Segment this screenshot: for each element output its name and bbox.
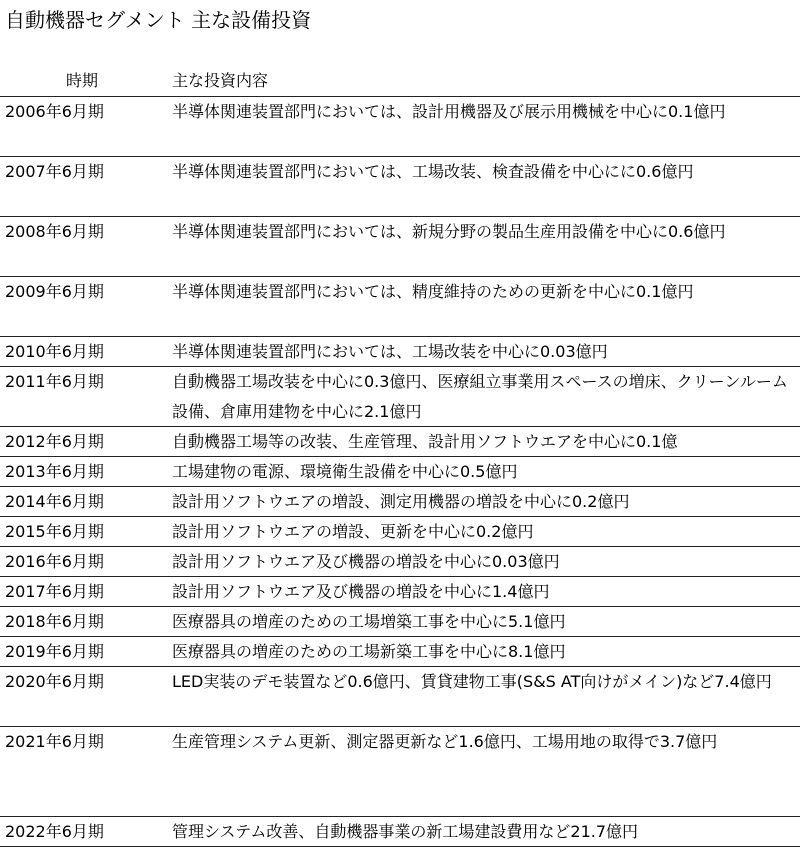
table-row <box>0 157 800 217</box>
table-row <box>0 517 800 547</box>
row-content: LED実装のデモ装置など0.6億円、賃貸建物工事(S&S AT向けがメイン)など7.4億円 <box>172 672 772 691</box>
row-content: 自動機器工場改装を中心に0.3億円、医療組立事業用スペースの増床、クリーンルーム設備、倉庫用建物を中心に2.1億円 <box>172 372 788 421</box>
table-row <box>0 667 800 727</box>
row-content: 半導体関連装置部門においては、設計用機器及び展示用機械を中心に0.1億円 <box>172 102 726 121</box>
row-content: 設計用ソフトウエアの増設、測定用機器の増設を中心に0.2億円 <box>172 492 630 511</box>
row-period: 2008年6月期 <box>5 222 104 241</box>
table-row <box>0 817 800 847</box>
table-row <box>0 337 800 367</box>
column-header-content: 主な投資内容 <box>172 71 269 90</box>
row-content: 工場建物の電源、環境衛生設備を中心に0.5億円 <box>172 462 518 481</box>
row-content: 半導体関連装置部門においては、工場改装を中心に0.03億円 <box>172 342 608 361</box>
row-period: 2015年6月期 <box>5 522 104 541</box>
investment-table <box>0 96 800 847</box>
table-row <box>0 277 800 337</box>
row-period: 2019年6月期 <box>5 642 104 661</box>
row-content: 設計用ソフトウエア及び機器の増設を中心に0.03億円 <box>172 552 560 571</box>
row-period: 2012年6月期 <box>5 432 104 451</box>
table-header <box>0 68 800 94</box>
row-period: 2017年6月期 <box>5 582 104 601</box>
table-row <box>0 487 800 517</box>
table-row <box>0 367 800 427</box>
row-content: 設計用ソフトウエアの増設、更新を中心に0.2億円 <box>172 522 534 541</box>
table-row <box>0 577 800 607</box>
table-row <box>0 97 800 157</box>
row-period: 2011年6月期 <box>5 372 104 391</box>
row-period: 2016年6月期 <box>5 552 104 571</box>
table-row <box>0 607 800 637</box>
row-period: 2009年6月期 <box>5 282 104 301</box>
table-row <box>0 217 800 277</box>
row-content: 自動機器工場等の改装、生産管理、設計用ソフトウエアを中心に0.1億 <box>172 432 678 451</box>
row-content: 管理システム改善、自動機器事業の新工場建設費用など21.7億円 <box>172 822 639 841</box>
row-content: 半導体関連装置部門においては、工場改装、検査設備を中心にに0.6億円 <box>172 162 694 181</box>
row-content: 設計用ソフトウエア及び機器の増設を中心に1.4億円 <box>172 582 550 601</box>
table-row <box>0 727 800 817</box>
table-row <box>0 457 800 487</box>
row-period: 2007年6月期 <box>5 162 104 181</box>
table-row <box>0 547 800 577</box>
row-content: 半導体関連装置部門においては、新規分野の製品生産用設備を中心に0.6億円 <box>172 222 726 241</box>
table-row <box>0 427 800 457</box>
column-header-period: 時期 <box>66 71 99 90</box>
page-title: 自動機器セグメント 主な設備投資 <box>5 8 312 32</box>
table-row <box>0 637 800 667</box>
row-content: 半導体関連装置部門においては、精度維持のための更新を中心に0.1億円 <box>172 282 694 301</box>
row-period: 2014年6月期 <box>5 492 104 511</box>
row-period: 2021年6月期 <box>5 732 104 751</box>
row-period: 2022年6月期 <box>5 822 104 841</box>
row-period: 2010年6月期 <box>5 342 104 361</box>
row-period: 2018年6月期 <box>5 612 104 631</box>
row-content: 医療器具の増産のための工場増築工事を中心に5.1億円 <box>172 612 566 631</box>
row-content: 生産管理システム更新、測定器更新など1.6億円、工場用地の取得で3.7億円 <box>172 732 718 751</box>
row-content: 医療器具の増産のための工場新築工事を中心に8.1億円 <box>172 642 566 661</box>
row-period: 2006年6月期 <box>5 102 104 121</box>
row-period: 2013年6月期 <box>5 462 104 481</box>
row-period: 2020年6月期 <box>5 672 104 691</box>
